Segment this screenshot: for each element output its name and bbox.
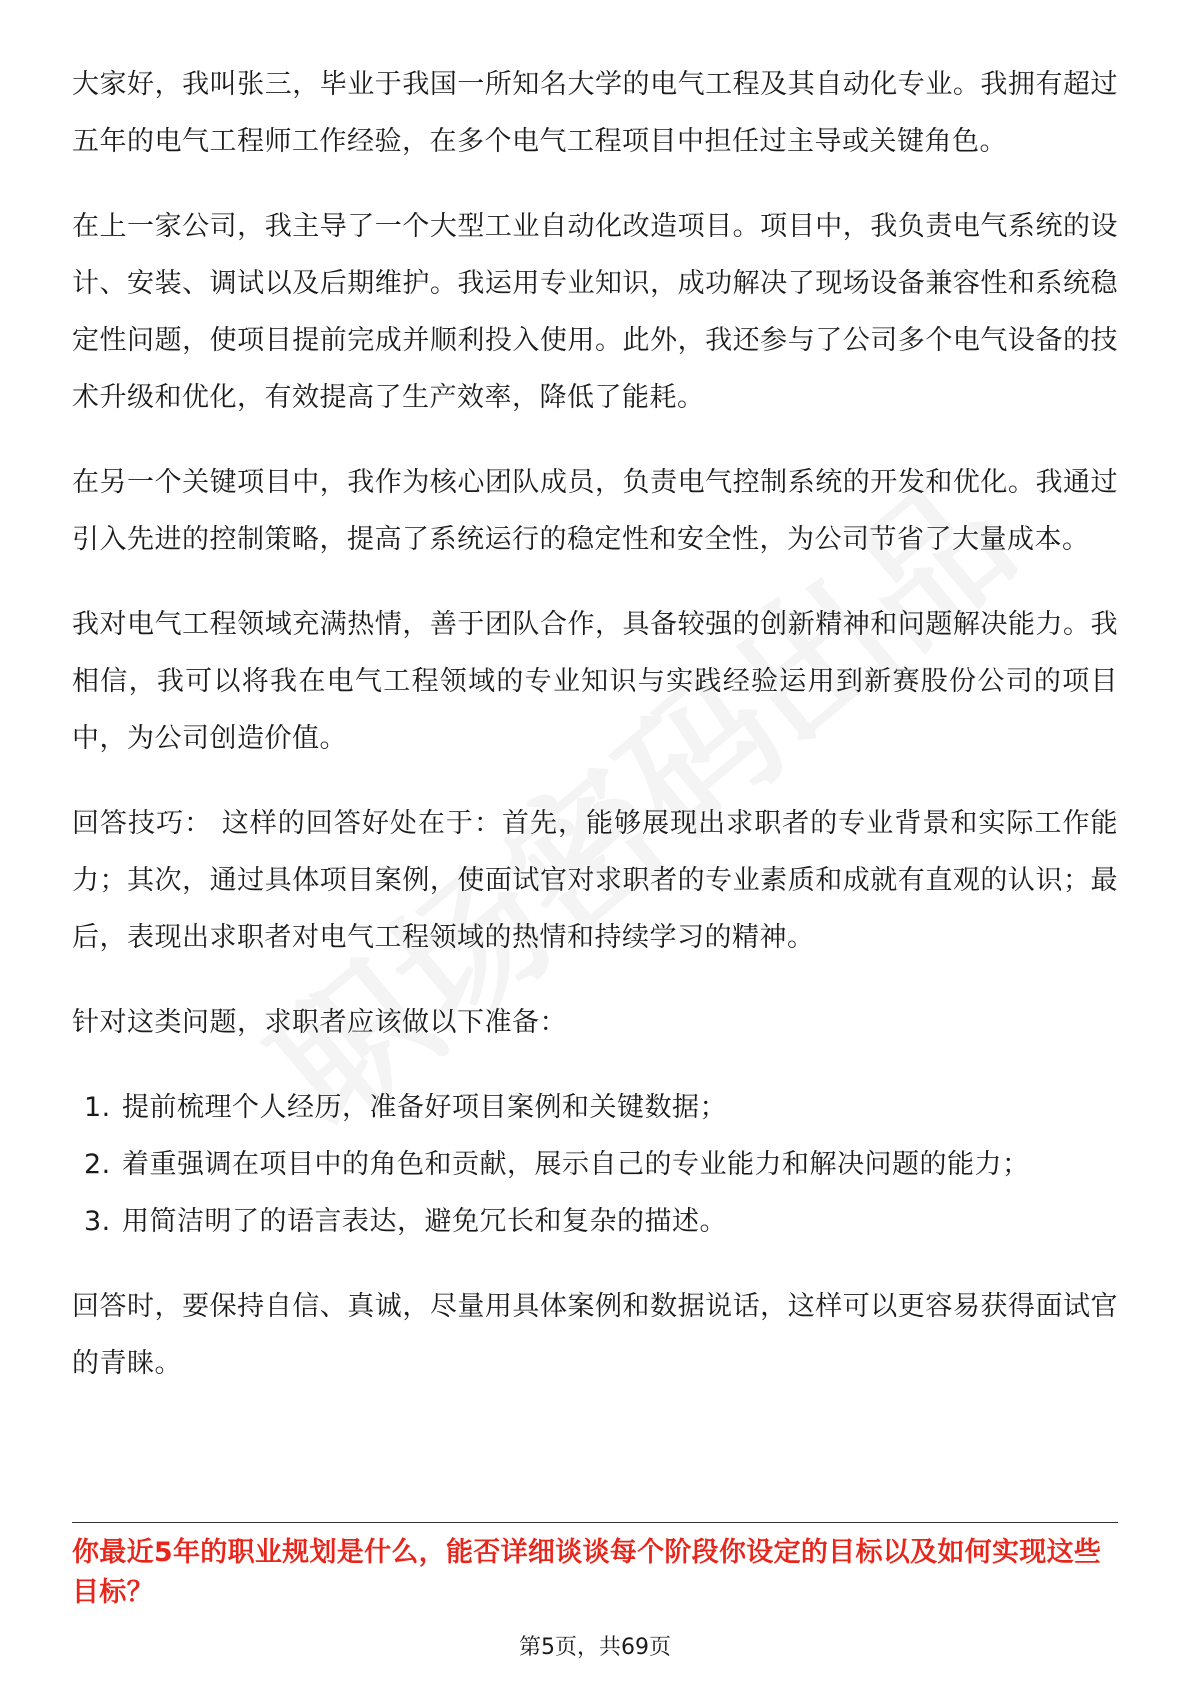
paragraph-closing: 回答时，要保持自信、真诚，尽量用具体案例和数据说话，这样可以更容易获得面试官的青睐。: [72, 1291, 1118, 1379]
list-item-number: 1.: [84, 1092, 111, 1123]
list-item: [84, 1136, 1118, 1193]
document-body: [72, 56, 1118, 1420]
list-item-number: 3.: [84, 1206, 111, 1237]
list-item-text: 提前梳理个人经历，准备好项目案例和关键数据；: [122, 1092, 727, 1123]
section-divider: [72, 1522, 1118, 1523]
paragraph-key-project: 在另一个关键项目中，我作为核心团队成员，负责电气控制系统的开发和优化。我通过引入先进的控制策略，提高了系统运行的稳定性和安全性，为公司节省了大量成本。: [72, 467, 1118, 555]
list-item: [84, 1193, 1118, 1250]
list-item-text: 着重强调在项目中的角色和贡献，展示自己的专业能力和解决问题的能力；: [122, 1149, 1030, 1180]
paragraph-passion: 我对电气工程领域充满热情，善于团队合作，具备较强的创新精神和问题解决能力。我相信，我可以将我在电气工程领域的专业知识与实践经验运用到新赛股份公司的项目中，为公司创造价值。: [72, 609, 1118, 754]
list-item-text: 用简洁明了的语言表达，避免冗长和复杂的描述。: [122, 1206, 727, 1237]
next-question-heading: 你最近5年的职业规划是什么，能否详细谈谈每个阶段你设定的目标以及如何实现这些目标？: [72, 1537, 1102, 1608]
paragraph-prep-intro: 针对这类问题，求职者应该做以下准备：: [72, 1007, 567, 1038]
list-item-number: 2.: [84, 1149, 111, 1180]
list-item: [84, 1079, 1118, 1136]
paragraph-intro: 大家好，我叫张三，毕业于我国一所知名大学的电气工程及其自动化专业。我拥有超过五年的电气工程师工作经验，在多个电气工程项目中担任过主导或关键角色。: [72, 69, 1118, 157]
prep-list: [72, 1079, 1118, 1250]
paragraph-previous-company: 在上一家公司，我主导了一个大型工业自动化改造项目。项目中，我负责电气系统的设计、安装、调试以及后期维护。我运用专业知识，成功解决了现场设备兼容性和系统稳定性问题，使项目提前完成并顺利投入使用。此外，我还参与了公司多个电气设备的技术升级和优化，有效提高了生产效率，降低了能耗。: [72, 211, 1118, 413]
paragraph-answer-tips: 回答技巧： 这样的回答好处在于：首先，能够展现出求职者的专业背景和实际工作能力；其次，通过具体项目案例，使面试官对求职者的专业素质和成就有直观的认识；最后，表现出求职者对电气工程领域的热情和持续学习的精神。: [72, 808, 1118, 953]
page-number-footer: 第5页，共69页: [519, 1635, 671, 1660]
